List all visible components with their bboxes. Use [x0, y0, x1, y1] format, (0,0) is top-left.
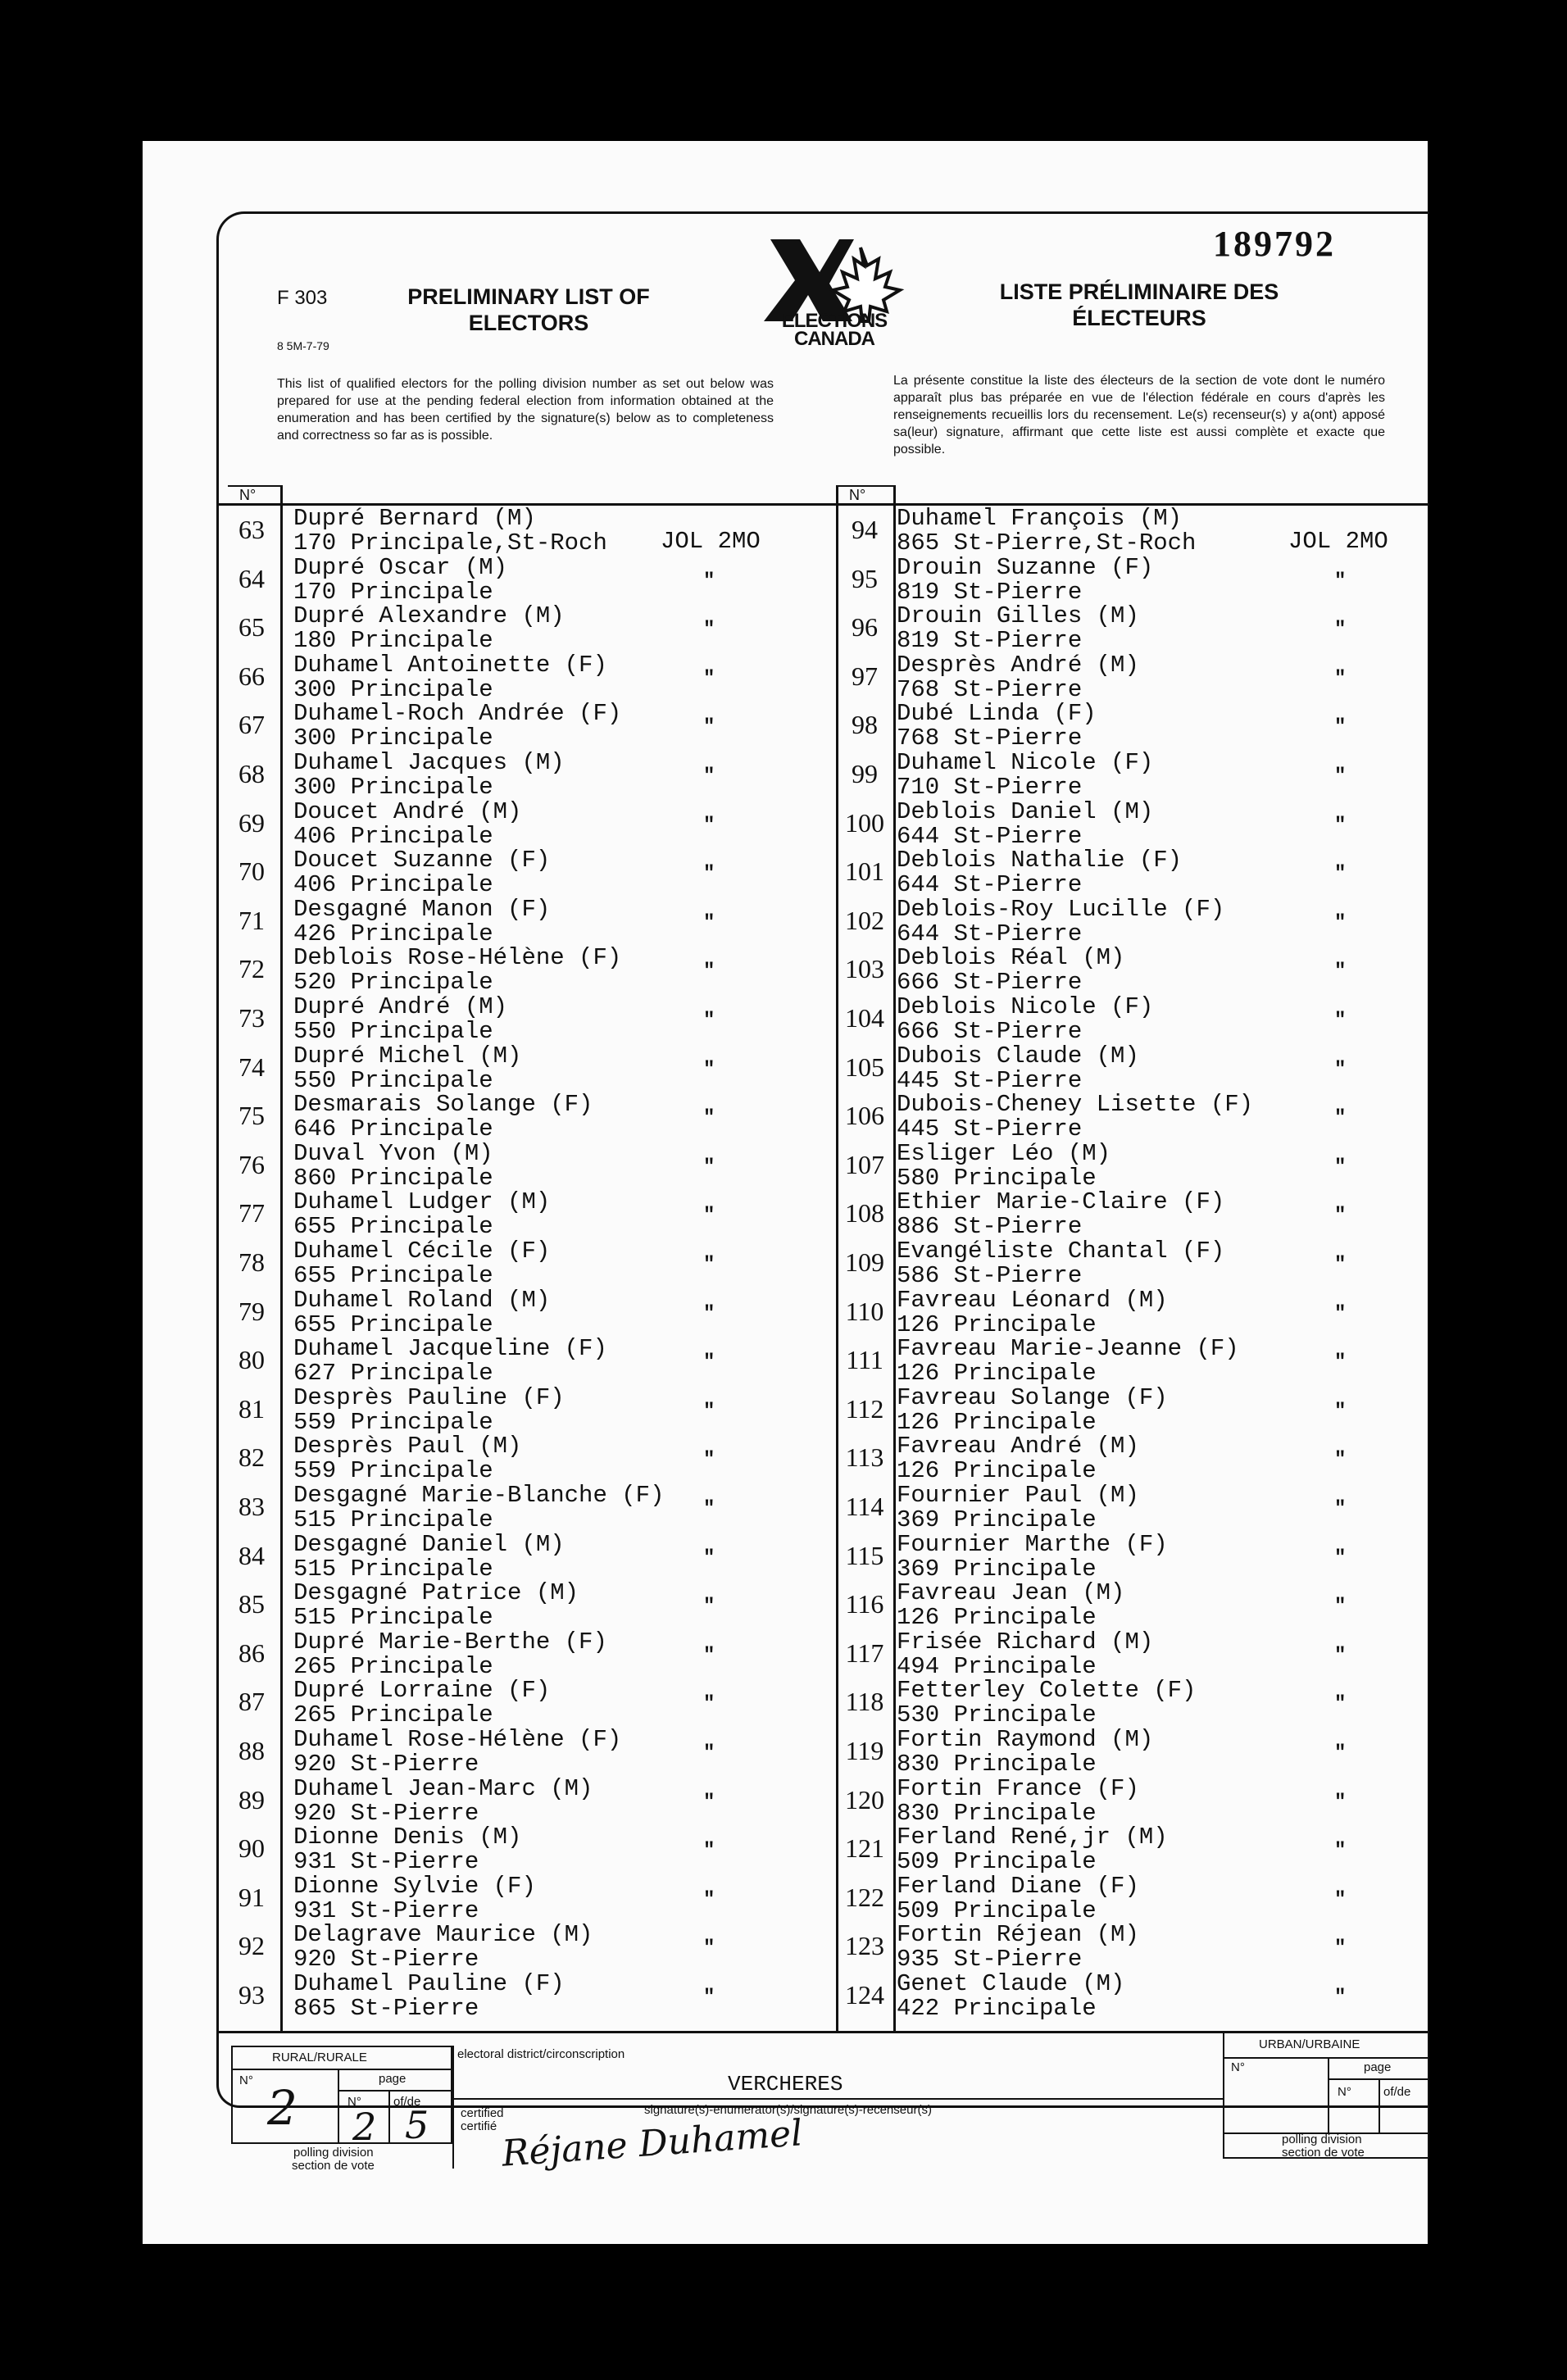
elector-number: 98: [852, 710, 878, 740]
elector-address: 768 St-Pierre: [897, 675, 1083, 703]
elector-number: 116: [845, 1589, 884, 1619]
elector-number: 101: [845, 856, 884, 887]
elector-number: 102: [845, 905, 884, 935]
elector-name: Desgagné Manon (F): [293, 895, 551, 923]
elector-number: 80: [238, 1345, 265, 1375]
elector-name: Duhamel Pauline (F): [293, 1970, 565, 1997]
elector-number: 84: [238, 1540, 265, 1570]
elector-number: 83: [238, 1492, 265, 1521]
elector-address: 515 Principale: [293, 1555, 493, 1583]
elector-address: 520 Principale: [293, 969, 493, 997]
section-de-vote-label: section de vote: [292, 2159, 375, 2173]
ditto-mark: ": [703, 1596, 715, 1619]
elector-address: 886 St-Pierre: [897, 1213, 1083, 1241]
elector-address: 445 St-Pierre: [897, 1066, 1083, 1094]
elector-name: Delagrave Maurice (M): [293, 1921, 593, 1949]
intro-french: La présente constitue la liste des électeurs de la section de vote dont le numéro apparaît plus bas préparée en vue de l'élection fédérale en cours d'après les renseignements recueillis lors du recensement. Le(s) recenseur(s) y a(ont) apposé sa(leur) signature, affirmant que cette liste est aussi complète et exacte que possible.: [893, 374, 1385, 456]
ditto-mark: ": [703, 1254, 715, 1276]
elector-address: 935 St-Pierre: [897, 1946, 1083, 1973]
elector-address: 931 St-Pierre: [293, 1848, 479, 1876]
serial-number: 189792: [1213, 224, 1336, 264]
ditto-mark: ": [703, 619, 715, 642]
ditto-mark: ": [703, 863, 715, 886]
elector-number: 79: [238, 1296, 265, 1326]
elector-number: 90: [238, 1833, 265, 1864]
elector-address: 920 St-Pierre: [293, 1751, 479, 1778]
elector-name: Duhamel Antoinette (F): [293, 651, 607, 679]
urban-vert: [1328, 2057, 1329, 2132]
elector-number: 82: [238, 1442, 265, 1473]
elector-name: Dupré Alexandre (M): [293, 602, 565, 630]
page-of-number: 5: [405, 2103, 429, 2147]
elector-address: 422 Principale: [897, 1995, 1097, 2022]
elector-number: 89: [238, 1784, 265, 1815]
elector-number: 74: [238, 1051, 265, 1082]
ditto-mark: ": [703, 1156, 715, 1179]
elector-address: 180 Principale: [293, 627, 493, 655]
ditto-mark: ": [1334, 863, 1347, 886]
elector-number: 92: [238, 1931, 265, 1961]
elector-number: 91: [238, 1882, 265, 1912]
title-english: [385, 284, 672, 336]
elector-address: 265 Principale: [293, 1701, 493, 1729]
elector-name: Favreau André (M): [897, 1433, 1139, 1460]
elector-number: 78: [238, 1247, 265, 1277]
ditto-mark: ": [703, 1937, 715, 1960]
ditto-mark: ": [703, 1547, 715, 1569]
elector-number: 69: [238, 807, 265, 838]
certified-fr-label: certifié: [461, 2119, 497, 2133]
elector-name: Duhamel Cécile (F): [293, 1238, 551, 1265]
certified-en-label: certified: [461, 2106, 504, 2120]
elector-name: Ferland René,jr (M): [897, 1824, 1168, 1851]
ditto-mark: ": [1334, 1400, 1347, 1423]
elector-number: 75: [238, 1101, 265, 1131]
elector-name: Favreau Marie-Jeanne (F): [897, 1335, 1239, 1363]
rural-box-vert: [338, 2069, 339, 2144]
elector-address: 586 St-Pierre: [897, 1262, 1083, 1289]
ditto-mark: ": [1334, 1791, 1347, 1814]
elector-name: Favreau Jean (M): [897, 1579, 1125, 1607]
ditto-mark: ": [1334, 1254, 1347, 1276]
elector-name: Fortin Réjean (M): [897, 1921, 1139, 1949]
elector-number: 112: [845, 1393, 884, 1424]
elector-address: 559 Principale: [293, 1408, 493, 1436]
elector-address: 515 Principale: [293, 1506, 493, 1533]
polling-division-number: 2: [267, 2080, 298, 2136]
elector-number: 85: [238, 1589, 265, 1619]
elector-name: Dubois-Cheney Lisette (F): [897, 1091, 1254, 1119]
elector-number: 94: [852, 515, 878, 544]
page-number: 2: [352, 2105, 377, 2149]
ditto-mark: ": [703, 1351, 715, 1374]
elector-number: 105: [845, 1051, 884, 1082]
ditto-mark: ": [703, 814, 715, 837]
right-postal-code: JOL 2MO: [1288, 528, 1388, 555]
elector-name: Drouin Gilles (M): [897, 602, 1139, 630]
elector-address: 515 Principale: [293, 1604, 493, 1632]
elector-number: 88: [238, 1736, 265, 1765]
elector-number: 68: [238, 759, 265, 788]
ditto-mark: ": [703, 1449, 715, 1472]
page-box-top: [338, 2090, 452, 2092]
signature-label: signature(s)-enumerator(s)/signature(s)-recenseur(s): [644, 2103, 932, 2117]
elector-address: 550 Principale: [293, 1018, 493, 1045]
elector-name: Deblois Réal (M): [897, 944, 1125, 972]
elector-number: 103: [845, 954, 884, 984]
elector-address: 830 Principale: [897, 1799, 1097, 1827]
elector-address: 920 St-Pierre: [293, 1799, 479, 1827]
ditto-mark: ": [1334, 570, 1347, 593]
elector-number: 109: [845, 1247, 884, 1277]
elector-address: 644 St-Pierre: [897, 920, 1083, 947]
elector-name: Fournier Marthe (F): [897, 1530, 1168, 1558]
elector-address: 819 St-Pierre: [897, 578, 1083, 606]
enumerator-signature: Réjane Duhamel: [500, 2112, 804, 2175]
rural-label: RURAL/RURALE: [272, 2051, 367, 2064]
urban-section-label: section de vote: [1282, 2146, 1365, 2160]
elector-number: 72: [238, 954, 265, 984]
ditto-mark: ": [703, 1107, 715, 1130]
elector-number: 77: [238, 1198, 265, 1229]
rural-page-label: page: [379, 2072, 407, 2086]
elector-name: Duhamel François (M): [897, 505, 1183, 532]
ditto-mark: ": [1334, 1937, 1347, 1960]
elector-name: Deblois Nathalie (F): [897, 847, 1183, 874]
elector-address: 126 Principale: [897, 1408, 1097, 1436]
ditto-mark: ": [703, 1498, 715, 1520]
ditto-mark: ": [1334, 1351, 1347, 1374]
elector-number: 73: [238, 1003, 265, 1033]
elector-number: 93: [238, 1980, 265, 2010]
elector-number: 87: [238, 1687, 265, 1717]
elector-name: Esliger Léo (M): [897, 1139, 1111, 1167]
elector-number: 113: [845, 1442, 884, 1473]
ditto-mark: ": [703, 1010, 715, 1032]
ditto-mark: ": [1334, 1058, 1347, 1081]
logo-text-canada: CANADA: [794, 328, 874, 350]
certified-divider: [452, 2098, 1223, 2100]
elector-name: Frisée Richard (M): [897, 1628, 1154, 1656]
elector-address: 644 St-Pierre: [897, 822, 1083, 850]
page-box-vert: [388, 2090, 390, 2144]
elector-address: 865 St-Pierre,St-Roch: [897, 529, 1197, 556]
elector-address: 710 St-Pierre: [897, 774, 1083, 801]
elector-name: Deblois Nicole (F): [897, 993, 1154, 1020]
urban-page-label: page: [1364, 2060, 1392, 2074]
elector-address: 369 Principale: [897, 1506, 1097, 1533]
urban-page-box-vert: [1379, 2078, 1380, 2132]
ditto-mark: ": [1334, 1449, 1347, 1472]
elector-number: 71: [238, 905, 265, 935]
elector-name: Duhamel Jean-Marc (M): [293, 1774, 593, 1802]
elector-name: Duhamel Roland (M): [293, 1286, 551, 1314]
elector-number: 99: [852, 759, 878, 788]
elector-address: 300 Principale: [293, 675, 493, 703]
elector-address: 426 Principale: [293, 920, 493, 947]
elector-name: Deblois Daniel (M): [897, 797, 1154, 825]
elector-name: Dupré Marie-Berthe (F): [293, 1628, 607, 1656]
elector-number: 70: [238, 856, 265, 887]
elector-name: Desgagné Marie-Blanche (F): [293, 1482, 665, 1509]
ditto-mark: ": [703, 1058, 715, 1081]
ditto-mark: ": [1334, 765, 1347, 788]
elector-number: 76: [238, 1149, 265, 1179]
elector-number: 64: [238, 563, 265, 593]
elector-name: Dubois Claude (M): [897, 1042, 1139, 1070]
elector-name: Duhamel Jacques (M): [293, 749, 565, 776]
logo-text-elections: ELECTIONS: [781, 310, 888, 332]
urban-of-label: of/de: [1383, 2085, 1411, 2099]
elector-name: Fetterley Colette (F): [897, 1677, 1197, 1705]
elector-address: 931 St-Pierre: [293, 1896, 479, 1924]
elector-address: 655 Principale: [293, 1213, 493, 1241]
district-box-left: [452, 2046, 454, 2169]
ditto-mark: ": [703, 667, 715, 690]
elector-number: 122: [845, 1882, 884, 1912]
elector-name: Ethier Marie-Claire (F): [897, 1188, 1225, 1216]
elector-number: 120: [845, 1784, 884, 1815]
ditto-mark: ": [703, 1840, 715, 1863]
form-number: F 303: [277, 287, 328, 309]
district-label: electoral district/circonscription: [457, 2047, 625, 2061]
elector-number: 96: [852, 612, 878, 643]
ditto-mark: ": [703, 961, 715, 983]
title-french: [983, 279, 1295, 331]
ditto-mark: ": [703, 716, 715, 739]
elector-address: 126 Principale: [897, 1457, 1097, 1485]
ditto-mark: ": [1334, 667, 1347, 690]
elector-number: 114: [845, 1492, 884, 1521]
middle-number-column-right-rule: [893, 485, 896, 2033]
elector-name: Duval Yvon (M): [293, 1139, 493, 1167]
ditto-mark: ": [1334, 1156, 1347, 1179]
elector-name: Desgagné Daniel (M): [293, 1530, 565, 1558]
title-fr-line1: LISTE PRÉLIMINAIRE DES: [999, 279, 1279, 304]
elector-number: 95: [852, 563, 878, 593]
title-fr-line2: ÉLECTEURS: [1072, 306, 1206, 330]
ditto-mark: ": [703, 1644, 715, 1667]
elector-address: 509 Principale: [897, 1896, 1097, 1924]
elector-address: 559 Principale: [293, 1457, 493, 1485]
ditto-mark: ": [1334, 1742, 1347, 1765]
elector-name: Genet Claude (M): [897, 1970, 1125, 1997]
elector-address: 655 Principale: [293, 1262, 493, 1289]
polling-division-label: polling division: [293, 2146, 374, 2160]
elector-name: Duhamel-Roch Andrée (F): [293, 700, 622, 728]
elector-name: Dionne Denis (M): [293, 1824, 522, 1851]
elector-number: 110: [845, 1296, 884, 1326]
elector-number: 104: [845, 1003, 884, 1033]
ditto-mark: ": [1334, 814, 1347, 837]
elector-number: 117: [845, 1637, 884, 1668]
ditto-mark: ": [1334, 1596, 1347, 1619]
elector-name: Fortin France (F): [897, 1774, 1139, 1802]
right-number-header: N°: [849, 487, 866, 503]
elector-number: 108: [845, 1198, 884, 1229]
elector-number: 124: [845, 1980, 884, 2010]
elector-address: 126 Principale: [897, 1360, 1097, 1388]
elector-address: 170 Principale,St-Roch: [293, 529, 607, 556]
elector-address: 550 Principale: [293, 1066, 493, 1094]
elector-address: 646 Principale: [293, 1115, 493, 1143]
elector-name: Drouin Suzanne (F): [897, 553, 1154, 581]
form-code: 8 5M-7-79: [277, 339, 329, 352]
elector-name: Desprès Paul (M): [293, 1433, 522, 1460]
urban-divider: [1223, 2057, 1429, 2059]
elector-name: Fortin Raymond (M): [897, 1726, 1154, 1753]
ditto-mark: ": [703, 1742, 715, 1765]
elector-number: 115: [845, 1540, 884, 1570]
ditto-mark: ": [1334, 1644, 1347, 1667]
elector-number: 97: [852, 661, 878, 691]
elector-address: 580 Principale: [897, 1164, 1097, 1192]
elector-name: Evangéliste Chantal (F): [897, 1238, 1225, 1265]
elector-address: 265 Principale: [293, 1652, 493, 1680]
elector-name: Duhamel Jacqueline (F): [293, 1335, 607, 1363]
elector-name: Deblois-Roy Lucille (F): [897, 895, 1225, 923]
ditto-mark: ": [703, 1791, 715, 1814]
left-number-header: N°: [239, 487, 257, 503]
elector-address: 830 Principale: [897, 1751, 1097, 1778]
ditto-mark: ": [703, 911, 715, 934]
elector-number: 81: [238, 1393, 265, 1424]
ditto-mark: ": [1334, 1888, 1347, 1911]
urban-polling-label: polling division: [1282, 2132, 1362, 2146]
elector-address: 860 Principale: [293, 1164, 493, 1192]
ditto-mark: ": [1334, 1107, 1347, 1130]
elector-name: Doucet André (M): [293, 797, 522, 825]
elector-number: 86: [238, 1637, 265, 1668]
elector-name: Favreau Léonard (M): [897, 1286, 1168, 1314]
elector-name: Desmarais Solange (F): [293, 1091, 593, 1119]
intro-english: This list of qualified electors for the polling division number as set out below was prepared for use at the pending federal election from information obtained at the enumeration and has been certified by the signature(s) below as to completeness and correctness so far as is possible.: [277, 377, 774, 443]
elector-name: Dupré Oscar (M): [293, 553, 508, 581]
elector-address: 666 St-Pierre: [897, 1018, 1083, 1045]
elector-number: 123: [845, 1931, 884, 1961]
elector-name: Desgagné Patrice (M): [293, 1579, 579, 1607]
elector-address: 530 Principale: [897, 1701, 1097, 1729]
title-en-line2: ELECTORS: [468, 311, 589, 335]
ditto-mark: ": [703, 1693, 715, 1716]
elector-address: 494 Principale: [897, 1652, 1097, 1680]
ditto-mark: ": [1334, 716, 1347, 739]
elector-address: 300 Principale: [293, 724, 493, 752]
elector-name: Dionne Sylvie (F): [293, 1872, 536, 1900]
elector-address: 865 St-Pierre: [293, 1995, 479, 2022]
elector-address: 170 Principale: [293, 578, 493, 606]
ditto-mark: ": [703, 1205, 715, 1228]
elector-number: 119: [845, 1736, 884, 1765]
ditto-mark: ": [1334, 911, 1347, 934]
elector-address: 666 St-Pierre: [897, 969, 1083, 997]
elector-name: Fournier Paul (M): [897, 1482, 1139, 1509]
ditto-mark: ": [1334, 1205, 1347, 1228]
elector-name: Desprès Pauline (F): [293, 1383, 565, 1411]
elector-address: 126 Principale: [897, 1604, 1097, 1632]
elector-address: 406 Principale: [293, 871, 493, 899]
elector-name: Dupré Bernard (M): [293, 505, 536, 532]
elector-address: 445 St-Pierre: [897, 1115, 1083, 1143]
urban-page-no-label: N°: [1338, 2085, 1351, 2099]
left-number-column-rule: [280, 485, 283, 2033]
elector-number: 63: [238, 515, 265, 544]
elector-address: 406 Principale: [293, 822, 493, 850]
ditto-mark: ": [703, 1302, 715, 1325]
rural-of-label: of/de: [393, 2095, 421, 2109]
elector-name: Deblois Rose-Hélène (F): [293, 944, 622, 972]
elector-number: 65: [238, 612, 265, 643]
urban-no-label: N°: [1231, 2060, 1245, 2074]
elector-number: 121: [845, 1833, 884, 1864]
ditto-mark: ": [1334, 1010, 1347, 1032]
ditto-mark: ": [703, 1400, 715, 1423]
elector-number: 118: [845, 1687, 884, 1717]
elector-address: 369 Principale: [897, 1555, 1097, 1583]
elector-name: Dupré André (M): [293, 993, 508, 1020]
urban-label: URBAN/URBAINE: [1259, 2037, 1360, 2051]
elector-name: Desprès André (M): [897, 651, 1139, 679]
elector-address: 655 Principale: [293, 1310, 493, 1338]
ditto-mark: ": [703, 1987, 715, 2009]
elector-number: 100: [845, 807, 884, 838]
elector-name: Ferland Diane (F): [897, 1872, 1139, 1900]
ditto-mark: ": [1334, 1840, 1347, 1863]
elector-number: 111: [846, 1345, 883, 1375]
ditto-mark: ": [703, 1888, 715, 1911]
ditto-mark: ": [1334, 1547, 1347, 1569]
elector-name: Dubé Linda (F): [897, 700, 1097, 728]
elector-name: Duhamel Ludger (M): [293, 1188, 551, 1216]
elector-address: 126 Principale: [897, 1310, 1097, 1338]
ditto-mark: ": [1334, 1498, 1347, 1520]
ditto-mark: ": [1334, 619, 1347, 642]
elector-name: Dupré Lorraine (F): [293, 1677, 551, 1705]
elector-address: 644 St-Pierre: [897, 871, 1083, 899]
rural-page-no-label: N°: [347, 2095, 361, 2109]
ditto-mark: ": [703, 765, 715, 788]
ditto-mark: ": [1334, 1987, 1347, 2009]
left-postal-code: JOL 2MO: [661, 528, 761, 555]
title-en-line1: PRELIMINARY LIST OF: [407, 284, 650, 309]
elector-name: Dupré Michel (M): [293, 1042, 522, 1070]
elector-name: Doucet Suzanne (F): [293, 847, 551, 874]
ditto-mark: ": [1334, 1302, 1347, 1325]
elector-address: 819 St-Pierre: [897, 627, 1083, 655]
elector-address: 768 St-Pierre: [897, 724, 1083, 752]
elector-address: 920 St-Pierre: [293, 1946, 479, 1973]
district-name: VERCHERES: [728, 2072, 843, 2096]
ditto-mark: ": [703, 570, 715, 593]
ditto-mark: ": [1334, 961, 1347, 983]
ditto-mark: ": [1334, 1693, 1347, 1716]
elector-number: 106: [845, 1101, 884, 1131]
elector-name: Duhamel Rose-Hélène (F): [293, 1726, 622, 1753]
elector-address: 509 Principale: [897, 1848, 1097, 1876]
elector-number: 66: [238, 661, 265, 691]
elector-address: 627 Principale: [293, 1360, 493, 1388]
elector-number: 67: [238, 710, 265, 740]
elector-number: 107: [845, 1149, 884, 1179]
elector-address: 300 Principale: [293, 774, 493, 801]
elector-name: Favreau Solange (F): [897, 1383, 1168, 1411]
elector-name: Duhamel Nicole (F): [897, 749, 1154, 776]
rural-box-divider: [231, 2069, 452, 2070]
rural-no-label: N°: [239, 2073, 253, 2087]
